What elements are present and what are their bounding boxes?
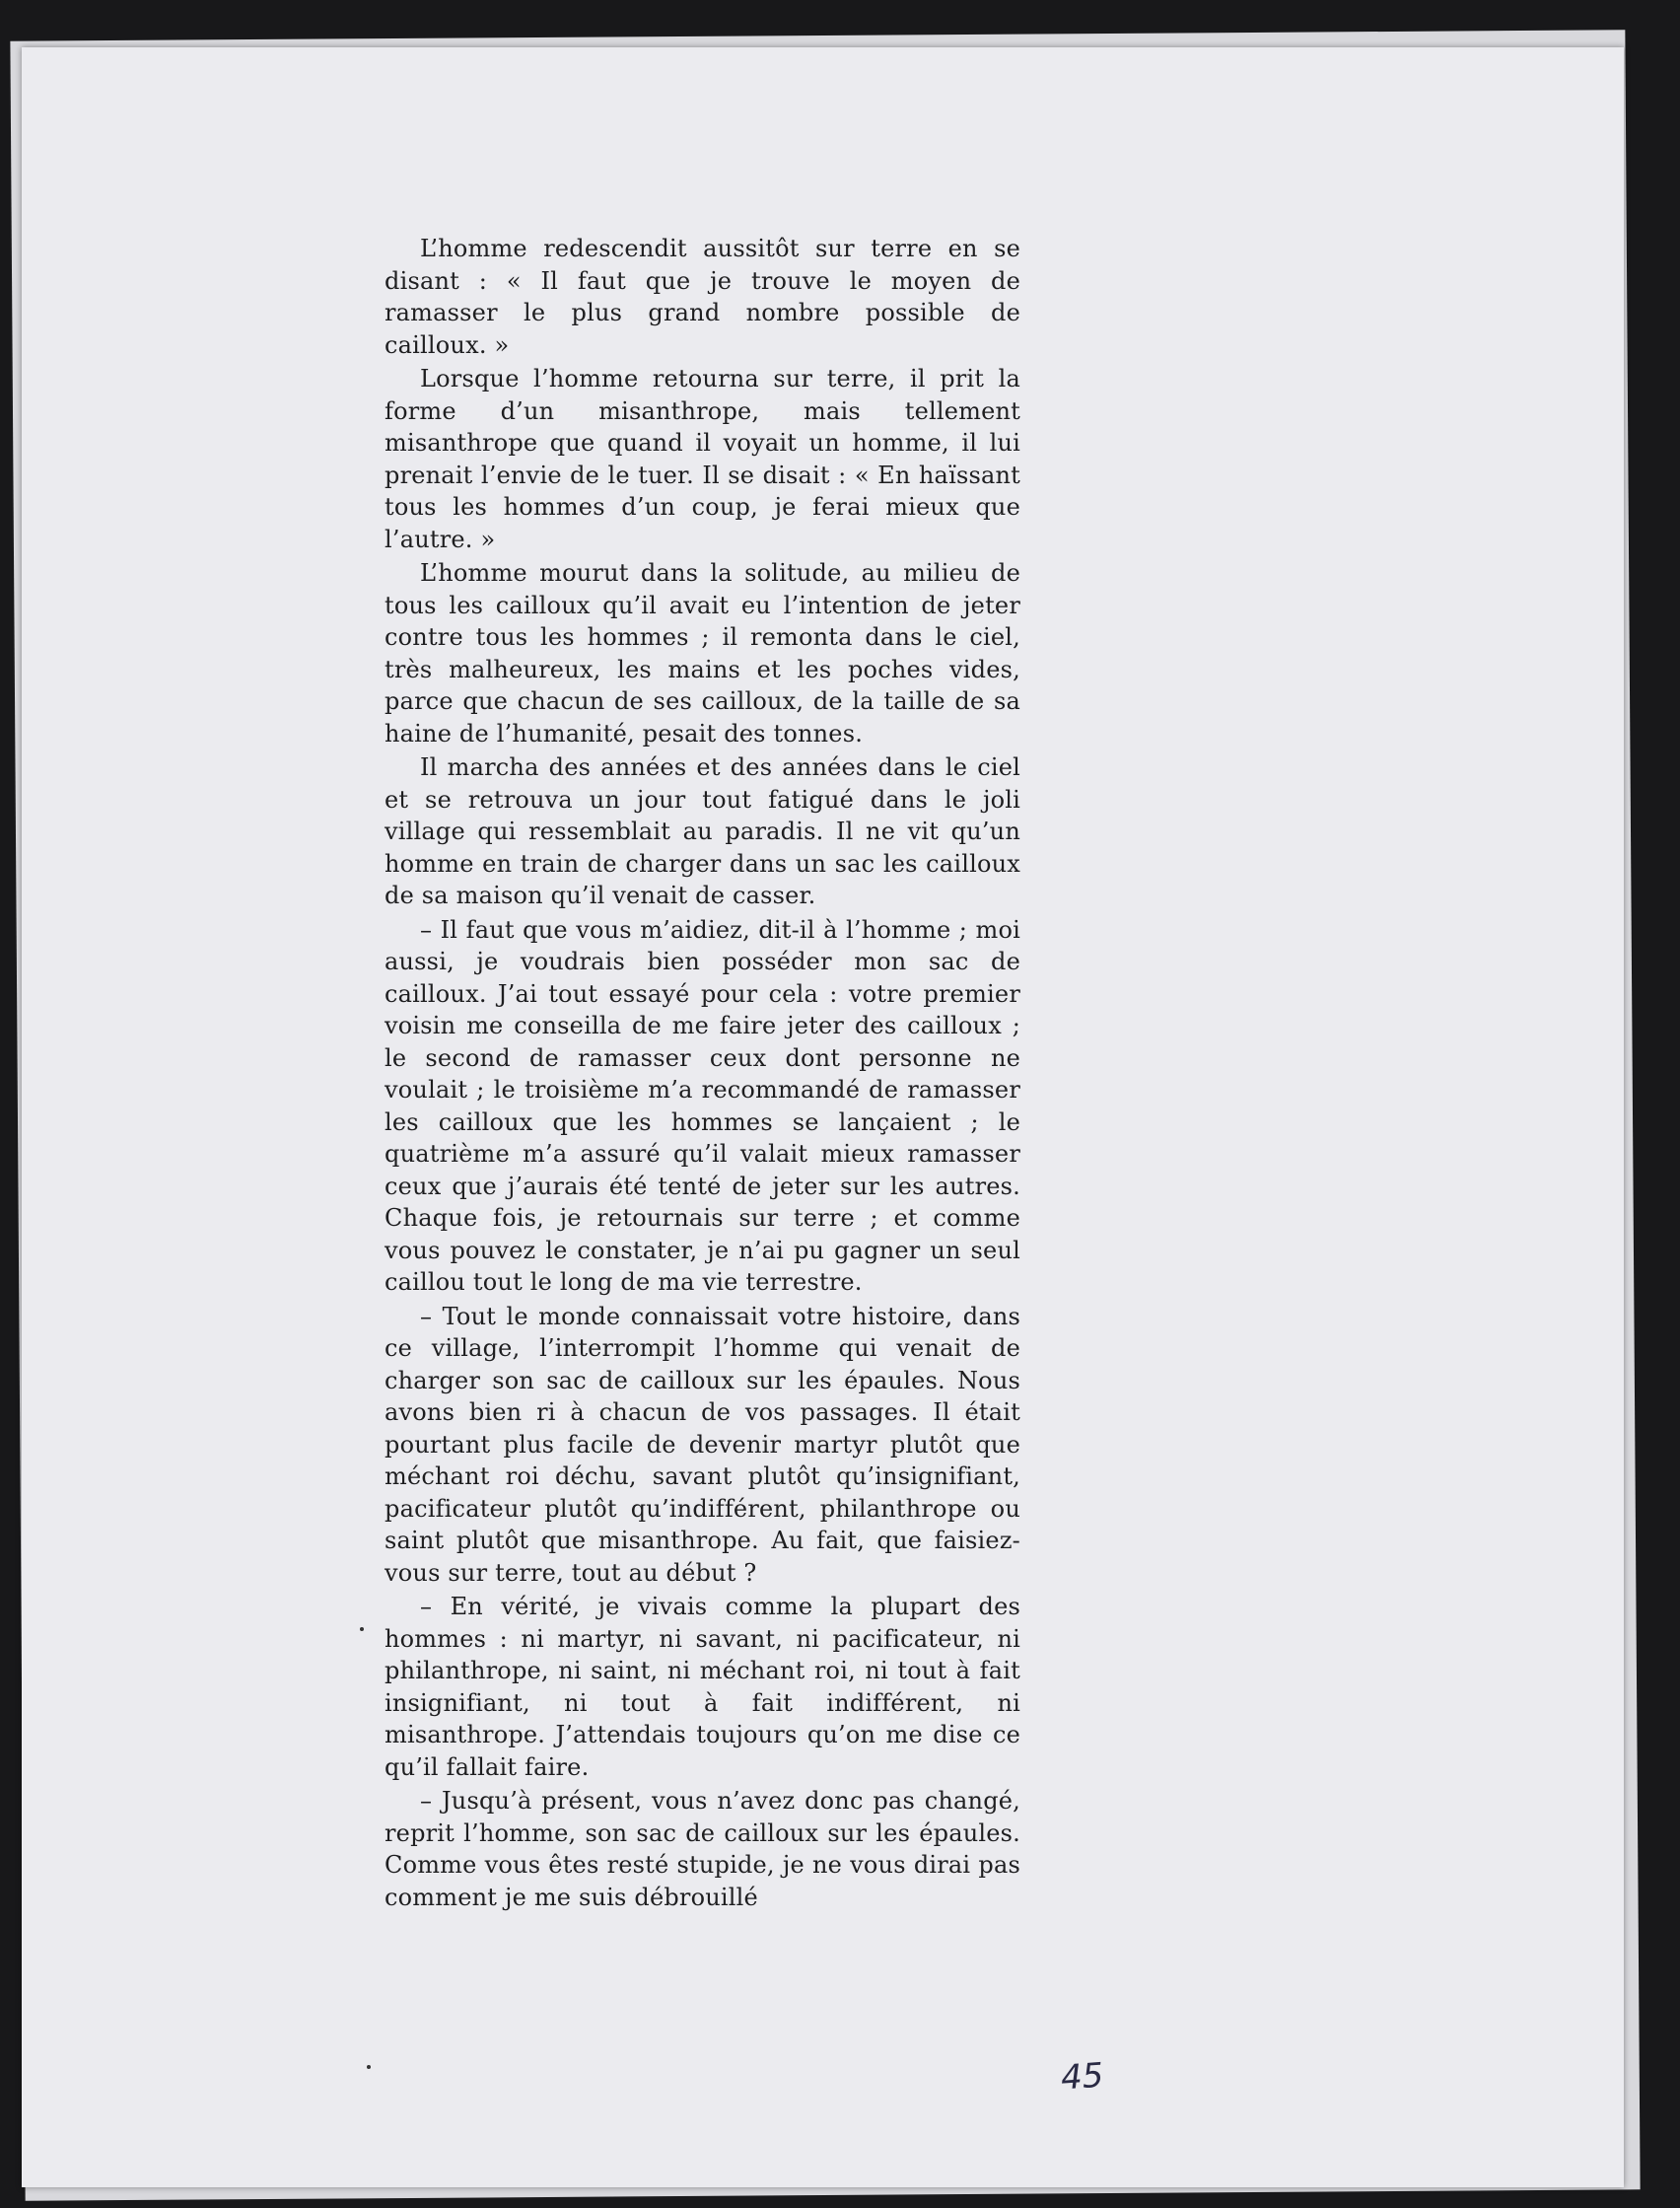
paragraph-7: – En vérité, je vivais comme la plupart des hommes : ni martyr, ni savant, ni pacificateur, ni philanthrope, ni saint, ni méchant roi, ni tout à fait insignifiant, ni tout à fait indifférent, ni misanthrope. J’attendais toujours qu’on me dise ce qu’il fallait faire. [385, 1593, 1020, 1781]
paragraph-6: – Tout le monde connaissait votre histoire, dans ce village, l’interrompit l’homme qui venait de charger son sac de cailloux sur les épaules. Nous avons bien ri à chacun de vos passages. Il était pourtant plus facile de devenir martyr plutôt que méchant roi déchu, savant plutôt qu’insignifiant, pacificateur plutôt qu’indifférent, philanthrope ou saint plutôt que misanthrope. Au fait, que faisiez-vous sur terre, tout au début ? [385, 1302, 1020, 1587]
margin-speck [360, 1627, 364, 1631]
handwritten-page-number: 45 [1059, 2055, 1105, 2099]
margin-speck [367, 2065, 371, 2069]
paragraph-3: L’homme mourut dans la solitude, au milieu de tous les cailloux qu’il avait eu l’intention de jeter contre tous les hommes ; il remonta dans le ciel, très malheureux, les mains et les poches vides, parce que chacun de ses cailloux, de la taille de sa haine de l’humanité, pesait des tonnes. [385, 559, 1020, 748]
paragraph-1: L’homme redescendit aussitôt sur terre en se disant : « Il faut que je trouve le moyen de ramasser le plus grand nombre possible de cailloux. » [385, 235, 1020, 359]
paragraph-2: Lorsque l’homme retourna sur terre, il prit la forme d’un misanthrope, mais tellement misanthrope que quand il voyait un homme, il lui prenait l’envie de le tuer. Il se disait : « En haïssant tous les hommes d’un coup, je ferai mieux que l’autre. » [385, 365, 1020, 553]
paragraph-4: Il marcha des années et des années dans le ciel et se retrouva un jour tout fatigué dans le joli village qui ressemblait au paradis. Il ne vit qu’un homme en train de charger dans un sac les cailloux de sa maison qu’il venait de casser. [385, 753, 1020, 909]
paragraph-8: – Jusqu’à présent, vous n’avez donc pas changé, reprit l’homme, son sac de cailloux sur les épaules. Comme vous êtes resté stupide, je ne vous dirai pas comment je me suis débrouillé [385, 1787, 1020, 1911]
body-text [385, 233, 1020, 1915]
paragraph-5: – Il faut que vous m’aidiez, dit-il à l’homme ; moi aussi, je voudrais bien posséder mon sac de cailloux. J’ai tout essayé pour cela : votre premier voisin me conseilla de me faire jeter des cailloux ; le second de ramasser ceux dont personne ne voulait ; le troisième m’a recommandé de ramasser les cailloux que les hommes se lançaient ; le quatrième m’a assuré qu’il valait mieux ramasser ceux que j’aurais été tenté de jeter sur les autres. Chaque fois, je retournais sur terre ; et comme vous pouvez le constater, je n’ai pu gagner un seul caillou tout le long de ma vie terrestre. [385, 915, 1020, 1296]
